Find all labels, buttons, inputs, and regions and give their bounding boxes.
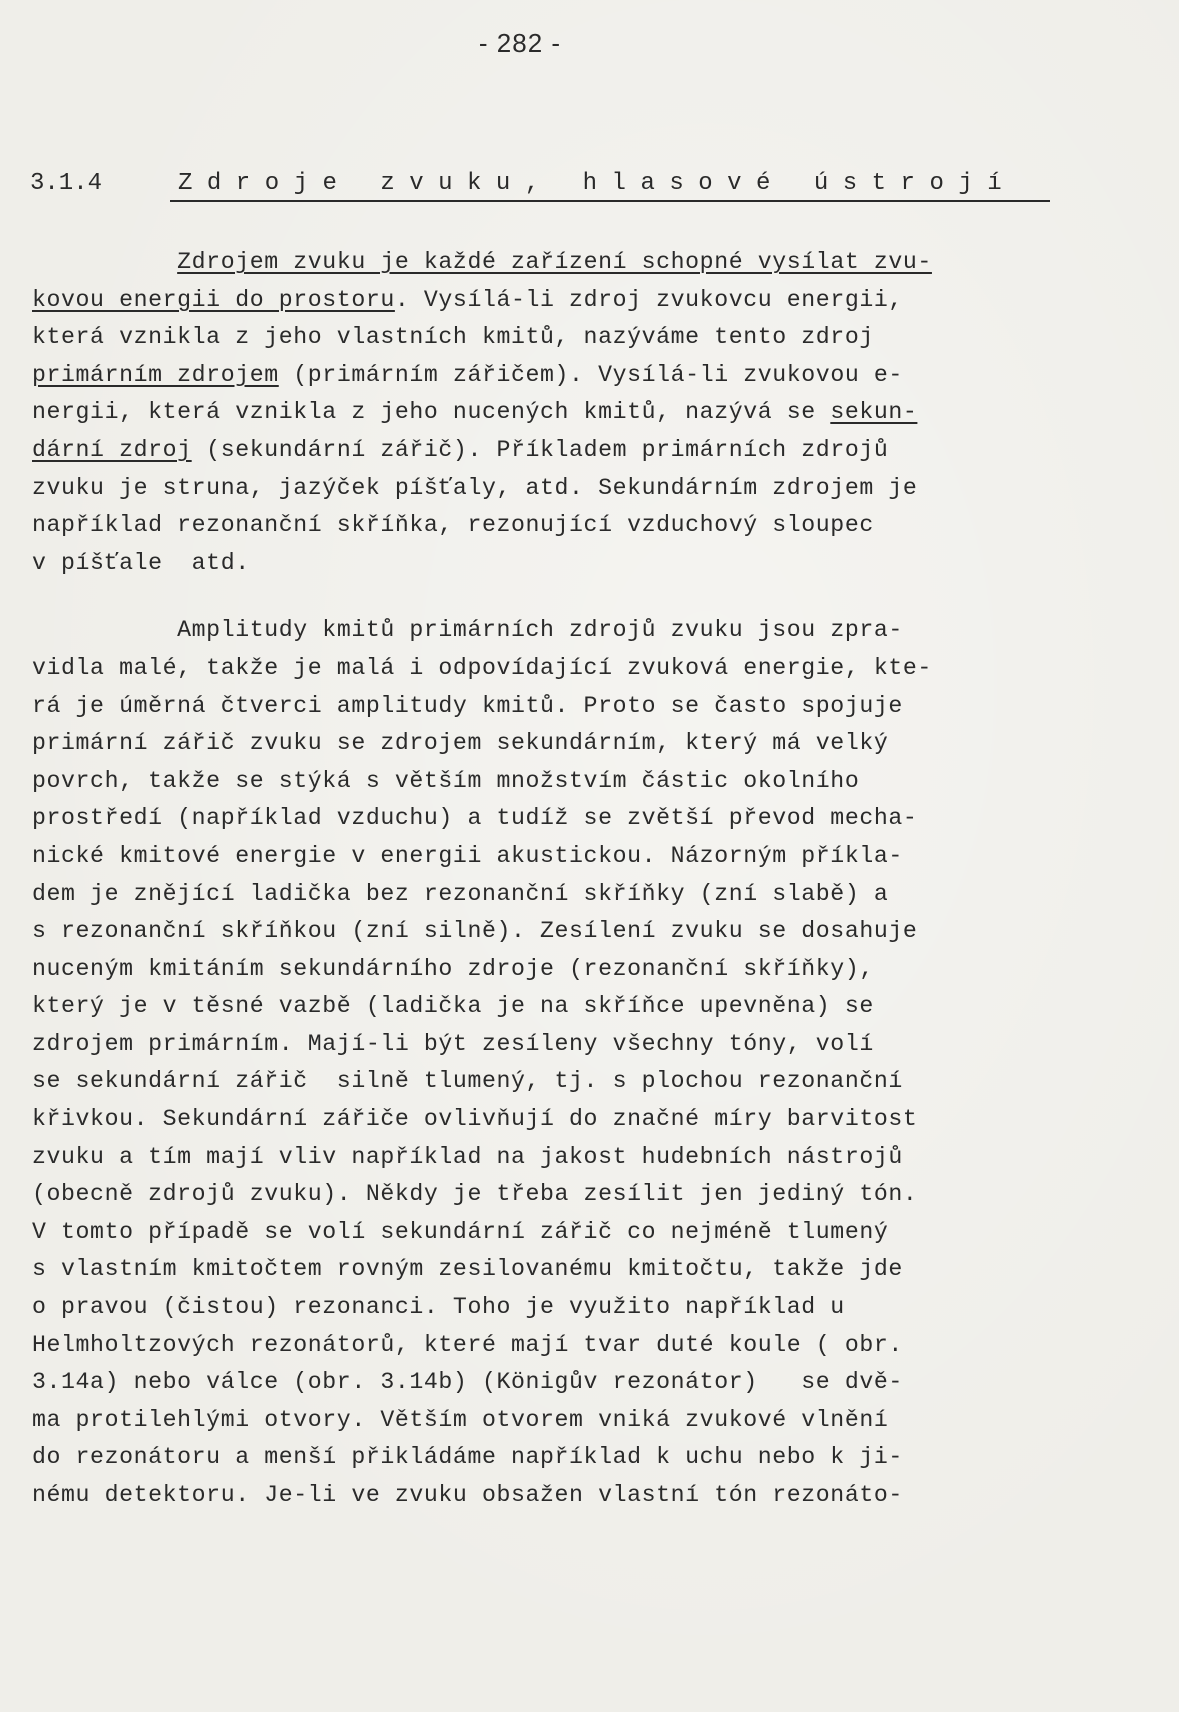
text-segment: prostředí (například vzduchu) a tudíž se zvětší převod mecha- — [32, 805, 918, 832]
underlined-term: Zdrojem zvuku je každé zařízení schopné vysílat zvu- — [177, 249, 932, 275]
text-line — [32, 688, 1042, 726]
text-line — [32, 470, 1042, 508]
text-segment: 3.14a) nebo válce (obr. 3.14b) (Königův rezonátor) se dvě- — [32, 1369, 903, 1396]
text-segment: která vznikla z jeho vlastních kmitů, nazýváme tento zdroj — [32, 324, 874, 351]
text-line — [32, 1439, 1042, 1477]
text-segment: . Vysílá-li zdroj zvukovcu energii, — [394, 286, 903, 313]
section-title: Zdroje zvuku, hlasové ústrojí — [178, 170, 1017, 197]
page-number: - 282 - — [478, 28, 562, 58]
text-line — [32, 1402, 1042, 1440]
text-line — [32, 800, 1042, 838]
text-segment: (primárním zářičem). Vysílá-li zvukovou e- — [278, 361, 903, 388]
text-line — [32, 1176, 1042, 1214]
text-line — [32, 838, 1042, 876]
line-indent — [32, 249, 177, 275]
section-number: 3.1.4 — [30, 170, 103, 197]
text-segment: dem je znějící ladička bez rezonanční skříňky (zní slabě) a — [32, 880, 889, 907]
text-segment: například rezonanční skříňka, rezonující vzduchový sloupec — [32, 512, 874, 539]
text-segment: v píšťale atd. — [32, 549, 250, 576]
text-line — [32, 876, 1042, 914]
text-line — [32, 1026, 1042, 1064]
text-line — [32, 394, 1042, 432]
text-segment: Helmholtzových rezonátorů, které mají tvar duté koule ( obr. — [32, 1331, 903, 1358]
text-line — [32, 1327, 1042, 1365]
text-segment: o pravou (čistou) rezonanci. Toho je využito například u — [32, 1294, 845, 1321]
text-line — [32, 282, 1042, 320]
text-line — [32, 1101, 1042, 1139]
text-line — [32, 507, 1042, 545]
text-line — [32, 612, 1042, 650]
text-line — [32, 1214, 1042, 1252]
text-segment: který je v těsné vazbě (ladička je na skříňce upevněna) se — [32, 993, 874, 1020]
underlined-term: kovou energii do prostoru — [32, 286, 395, 313]
text-segment: nické kmitové energie v energii akustickou. Názorným příkla- — [32, 842, 903, 869]
text-segment: nému detektoru. Je-li ve zvuku obsažen vlastní tón rezonáto- — [32, 1482, 903, 1508]
text-segment: zdrojem primárním. Mají-li být zesíleny všechny tóny, volí — [32, 1030, 874, 1057]
text-line — [32, 913, 1042, 951]
paragraph-sound-sources — [32, 244, 1042, 582]
underlined-term: sekun- — [830, 399, 918, 426]
text-line — [32, 357, 1042, 395]
text-line — [32, 988, 1042, 1026]
text-segment: zvuku je struna, jazýček píšťaly, atd. Sekundárním zdrojem je — [32, 474, 918, 501]
text-segment: rá je úměrná čtverci amplitudy kmitů. Proto se často spojuje — [32, 692, 903, 719]
text-segment: nuceným kmitáním sekundárního zdroje (rezonanční skříňky), — [32, 955, 874, 982]
text-segment: s vlastním kmitočtem rovným zesilovanému kmitočtu, takže jde — [32, 1256, 903, 1283]
underlined-term: dární zdroj — [32, 436, 192, 463]
text-segment: vidla malé, takže je malá i odpovídající zvuková energie, kte- — [32, 654, 932, 681]
text-line — [32, 725, 1042, 763]
text-line — [32, 244, 1042, 282]
text-line — [32, 1251, 1042, 1289]
text-segment: křivkou. Sekundární zářiče ovlivňují do značné míry barvitost — [32, 1106, 918, 1133]
section-heading — [30, 170, 1030, 206]
text-line — [32, 650, 1042, 688]
text-line — [32, 951, 1042, 989]
text-segment: primární zářič zvuku se zdrojem sekundárním, který má velký — [32, 730, 889, 757]
line-indent — [32, 617, 177, 643]
text-segment: do rezonátoru a menší přikládáme například k uchu nebo k ji- — [32, 1444, 903, 1471]
text-line — [32, 1063, 1042, 1101]
text-line — [32, 1139, 1042, 1177]
text-segment: (obecně zdrojů zvuku). Někdy je třeba zesílit jen jediný tón. — [32, 1181, 918, 1208]
text-line — [32, 1289, 1042, 1327]
text-line — [32, 1364, 1042, 1402]
text-line — [32, 319, 1042, 357]
heading-underline — [170, 200, 1050, 202]
text-line — [32, 432, 1042, 470]
text-segment: s rezonanční skříňkou (zní silně). Zesílení zvuku se dosahuje — [32, 918, 918, 945]
text-segment: se sekundární zářič silně tlumený, tj. s plochou rezonanční — [32, 1068, 903, 1095]
text-segment: nergii, která vznikla z jeho nucených kmitů, nazývá se — [32, 399, 831, 426]
text-line — [32, 763, 1042, 801]
text-segment: (sekundární zářič). Příkladem primárních zdrojů — [191, 436, 889, 463]
paragraph-amplitudes — [32, 612, 1042, 1514]
paragraph-gap — [32, 582, 1042, 612]
text-segment: ma protilehlými otvory. Větším otvorem vniká zvukové vlnění — [32, 1406, 889, 1433]
text-segment: povrch, takže se stýká s větším množstvím částic okolního — [32, 767, 860, 794]
text-segment: zvuku a tím mají vliv například na jakost hudebních nástrojů — [32, 1143, 903, 1170]
text-line — [32, 545, 1042, 583]
text-segment: V tomto případě se volí sekundární zářič co nejméně tlumený — [32, 1218, 889, 1245]
text-segment: Amplitudy kmitů primárních zdrojů zvuku jsou zpra- — [177, 617, 903, 644]
text-line — [32, 1477, 1042, 1515]
underlined-term: primárním zdrojem — [32, 361, 279, 388]
body-text — [32, 244, 1042, 1515]
